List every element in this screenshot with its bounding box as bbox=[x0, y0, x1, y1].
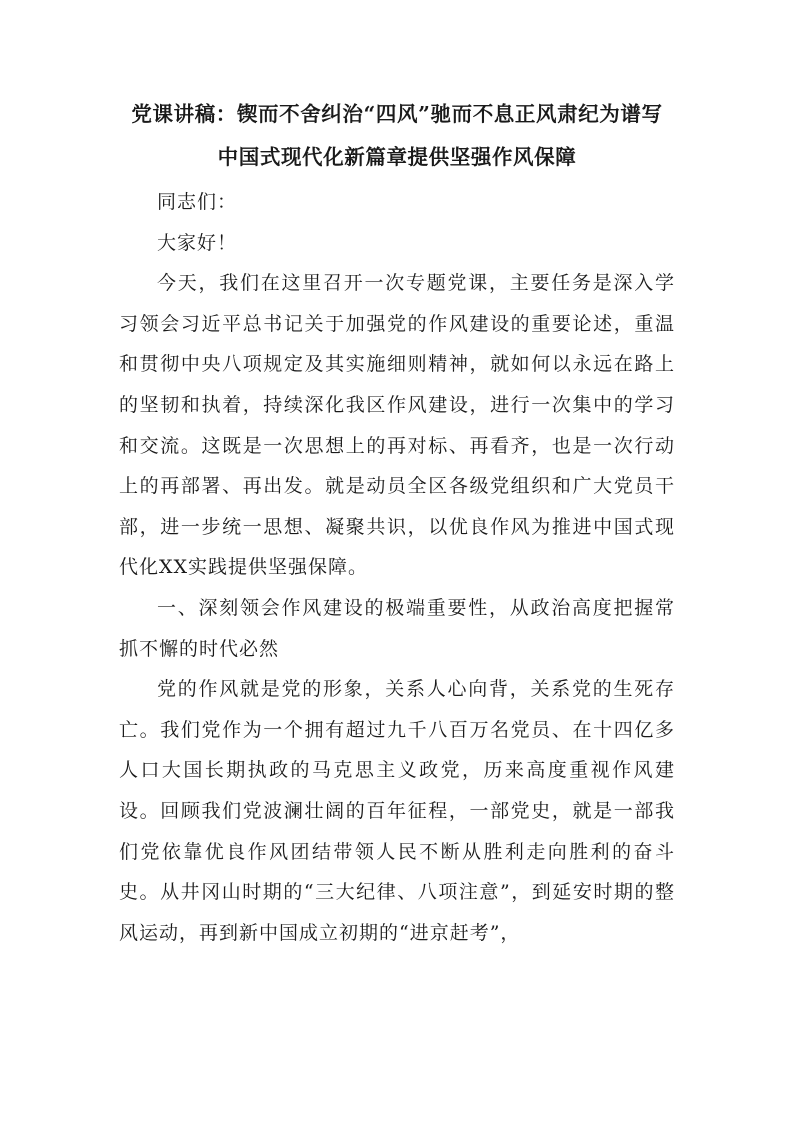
document-title-line-2: 中国式现代化新篇章提供坚强作风保障 bbox=[217, 145, 577, 169]
section-heading: 一、深刻领会作风建设的极端重要性，从政治高度把握常抓不懈的时代必然 bbox=[119, 596, 675, 660]
document-body bbox=[119, 182, 675, 953]
body-paragraph: 今天，我们在这里召开一次专题党课，主要任务是深入学习领会习近平总书记关于加强党的作风建设的重要论述，重温和贯彻中央八项规定及其实施细则精神，就如何以永远在路上的坚韧和执着，持续深化我区作风建设，进行一次集中的学习和交流。这既是一次思想上的再对标、再看齐，也是一次行动上的再部署、再出发。就是动员全区各级党组织和广大党员干部，进一步统一思想、凝聚共识，以优良作风为推进中国式现代化XX实践提供坚强保障。 bbox=[119, 272, 675, 579]
body-paragraph: 党的作风就是党的形象，关系人心向背，关系党的生死存亡。我们党作为一个拥有超过九千八百万名党员、在十四亿多人口大国长期执政的马克思主义政党，历来高度重视作风建设。回顾我们党波澜壮阔的百年征程，一部党史，就是一部我们党依靠优良作风团结带领人民不断从胜利走向胜利的奋斗史。从井冈山时期的“三大纪律、八项注意”，到延安时期的整风运动，再到新中国成立初期的“进京赶考”， bbox=[119, 678, 675, 944]
greeting: 大家好！ bbox=[157, 231, 238, 254]
document-title-line-1: 党课讲稿：锲而不舍纠治“四风”驰而不息正风肃纪为谱写 bbox=[131, 102, 663, 126]
salutation: 同志们： bbox=[157, 191, 238, 213]
